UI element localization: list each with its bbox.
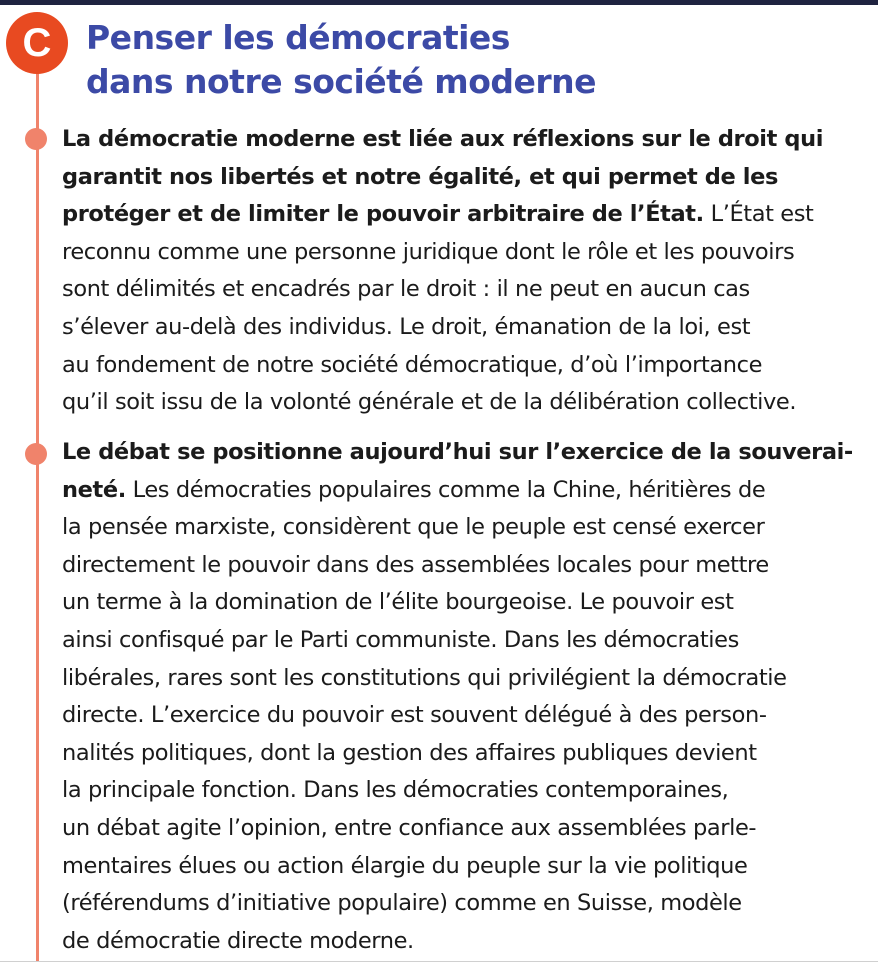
body-text: nalités politiques, dont la gestion des affaires publiques devient [62,739,757,766]
paragraph-line [62,848,870,886]
paragraph-line [62,697,870,735]
top-rule [0,0,878,5]
bold-text: protéger et de limiter le pouvoir arbitraire de l’État. [62,201,704,228]
body-text: la pensée marxiste, considèrent que le peuple est censé exercer [62,514,765,541]
paragraph-line [62,622,870,660]
paragraph-1 [62,121,870,422]
body-text: qu’il soit issu de la volonté générale et de la délibération collective. [62,389,797,416]
bold-text: neté. [62,476,126,503]
bold-text: Le débat se positionne aujourd’hui sur l’exercice de la souverai- [62,439,853,465]
section-badge: C [6,12,68,74]
body-text: libérales, rares sont les constitutions qui privilégient la démocratie [62,664,787,691]
bold-text: garantit nos libertés et notre égalité, et qui permet de les [62,163,778,190]
body-text: au fondement de notre société démocratique, d’où l’importance [62,351,763,378]
body-text: Les démocraties populaires comme la Chine, héritières de [125,476,766,503]
bold-text: La démocratie moderne est liée aux réflexions sur le droit qui [62,126,824,152]
paragraph-line [62,384,870,422]
paragraph-line [62,660,870,698]
paragraph-line [62,772,870,810]
paragraph-2 [62,434,870,960]
section-title [86,16,596,104]
paragraph-line [62,472,870,510]
paragraph-line [62,885,870,923]
paragraph-line [62,547,870,585]
body-text: directement le pouvoir dans des assemblées locales pour mettre [62,551,769,578]
paragraph-line [62,309,870,347]
paragraph-line [62,584,870,622]
body-text: L’État est [703,201,814,228]
paragraph-line [62,347,870,385]
body-text: (référendums d’initiative populaire) comme en Suisse, modèle [62,890,742,917]
paragraph-line [62,271,870,309]
paragraph-line [62,509,870,547]
paragraph-line [62,121,870,159]
paragraph-line [62,923,870,961]
timeline-line [36,50,39,962]
body-text: mentaires élues ou action élargie du peuple sur la vie politique [62,852,748,879]
body-text: sont délimités et encadrés par le droit : il ne peut en aucun cas [62,276,750,303]
paragraph-line [62,159,870,197]
body-text: reconnu comme une personne juridique dont le rôle et les pouvoirs [62,238,795,265]
body-text: ainsi confisqué par le Parti communiste. Dans les démocraties [62,626,739,653]
body-text: de démocratie directe moderne. [62,927,414,954]
body-text: la principale fonction. Dans les démocraties contemporaines, [62,777,729,804]
title-line-1: Penser les démocraties [86,18,510,57]
paragraph-line [62,735,870,773]
paragraph-line [62,234,870,272]
body-text: directe. L’exercice du pouvoir est souvent délégué à des person- [62,702,767,729]
paragraph-line [62,810,870,848]
paragraph-line [62,196,870,234]
title-line-2: dans notre société moderne [86,62,597,101]
paragraph-line [62,434,870,472]
bullet-dot [25,128,47,150]
body-text: un terme à la domination de l’élite bourgeoise. Le pouvoir est [62,589,734,616]
bullet-dot [25,443,47,465]
body-text: s’élever au-delà des individus. Le droit, émanation de la loi, est [62,313,751,340]
body-text: un débat agite l’opinion, entre confiance aux assemblées parle- [62,814,757,841]
